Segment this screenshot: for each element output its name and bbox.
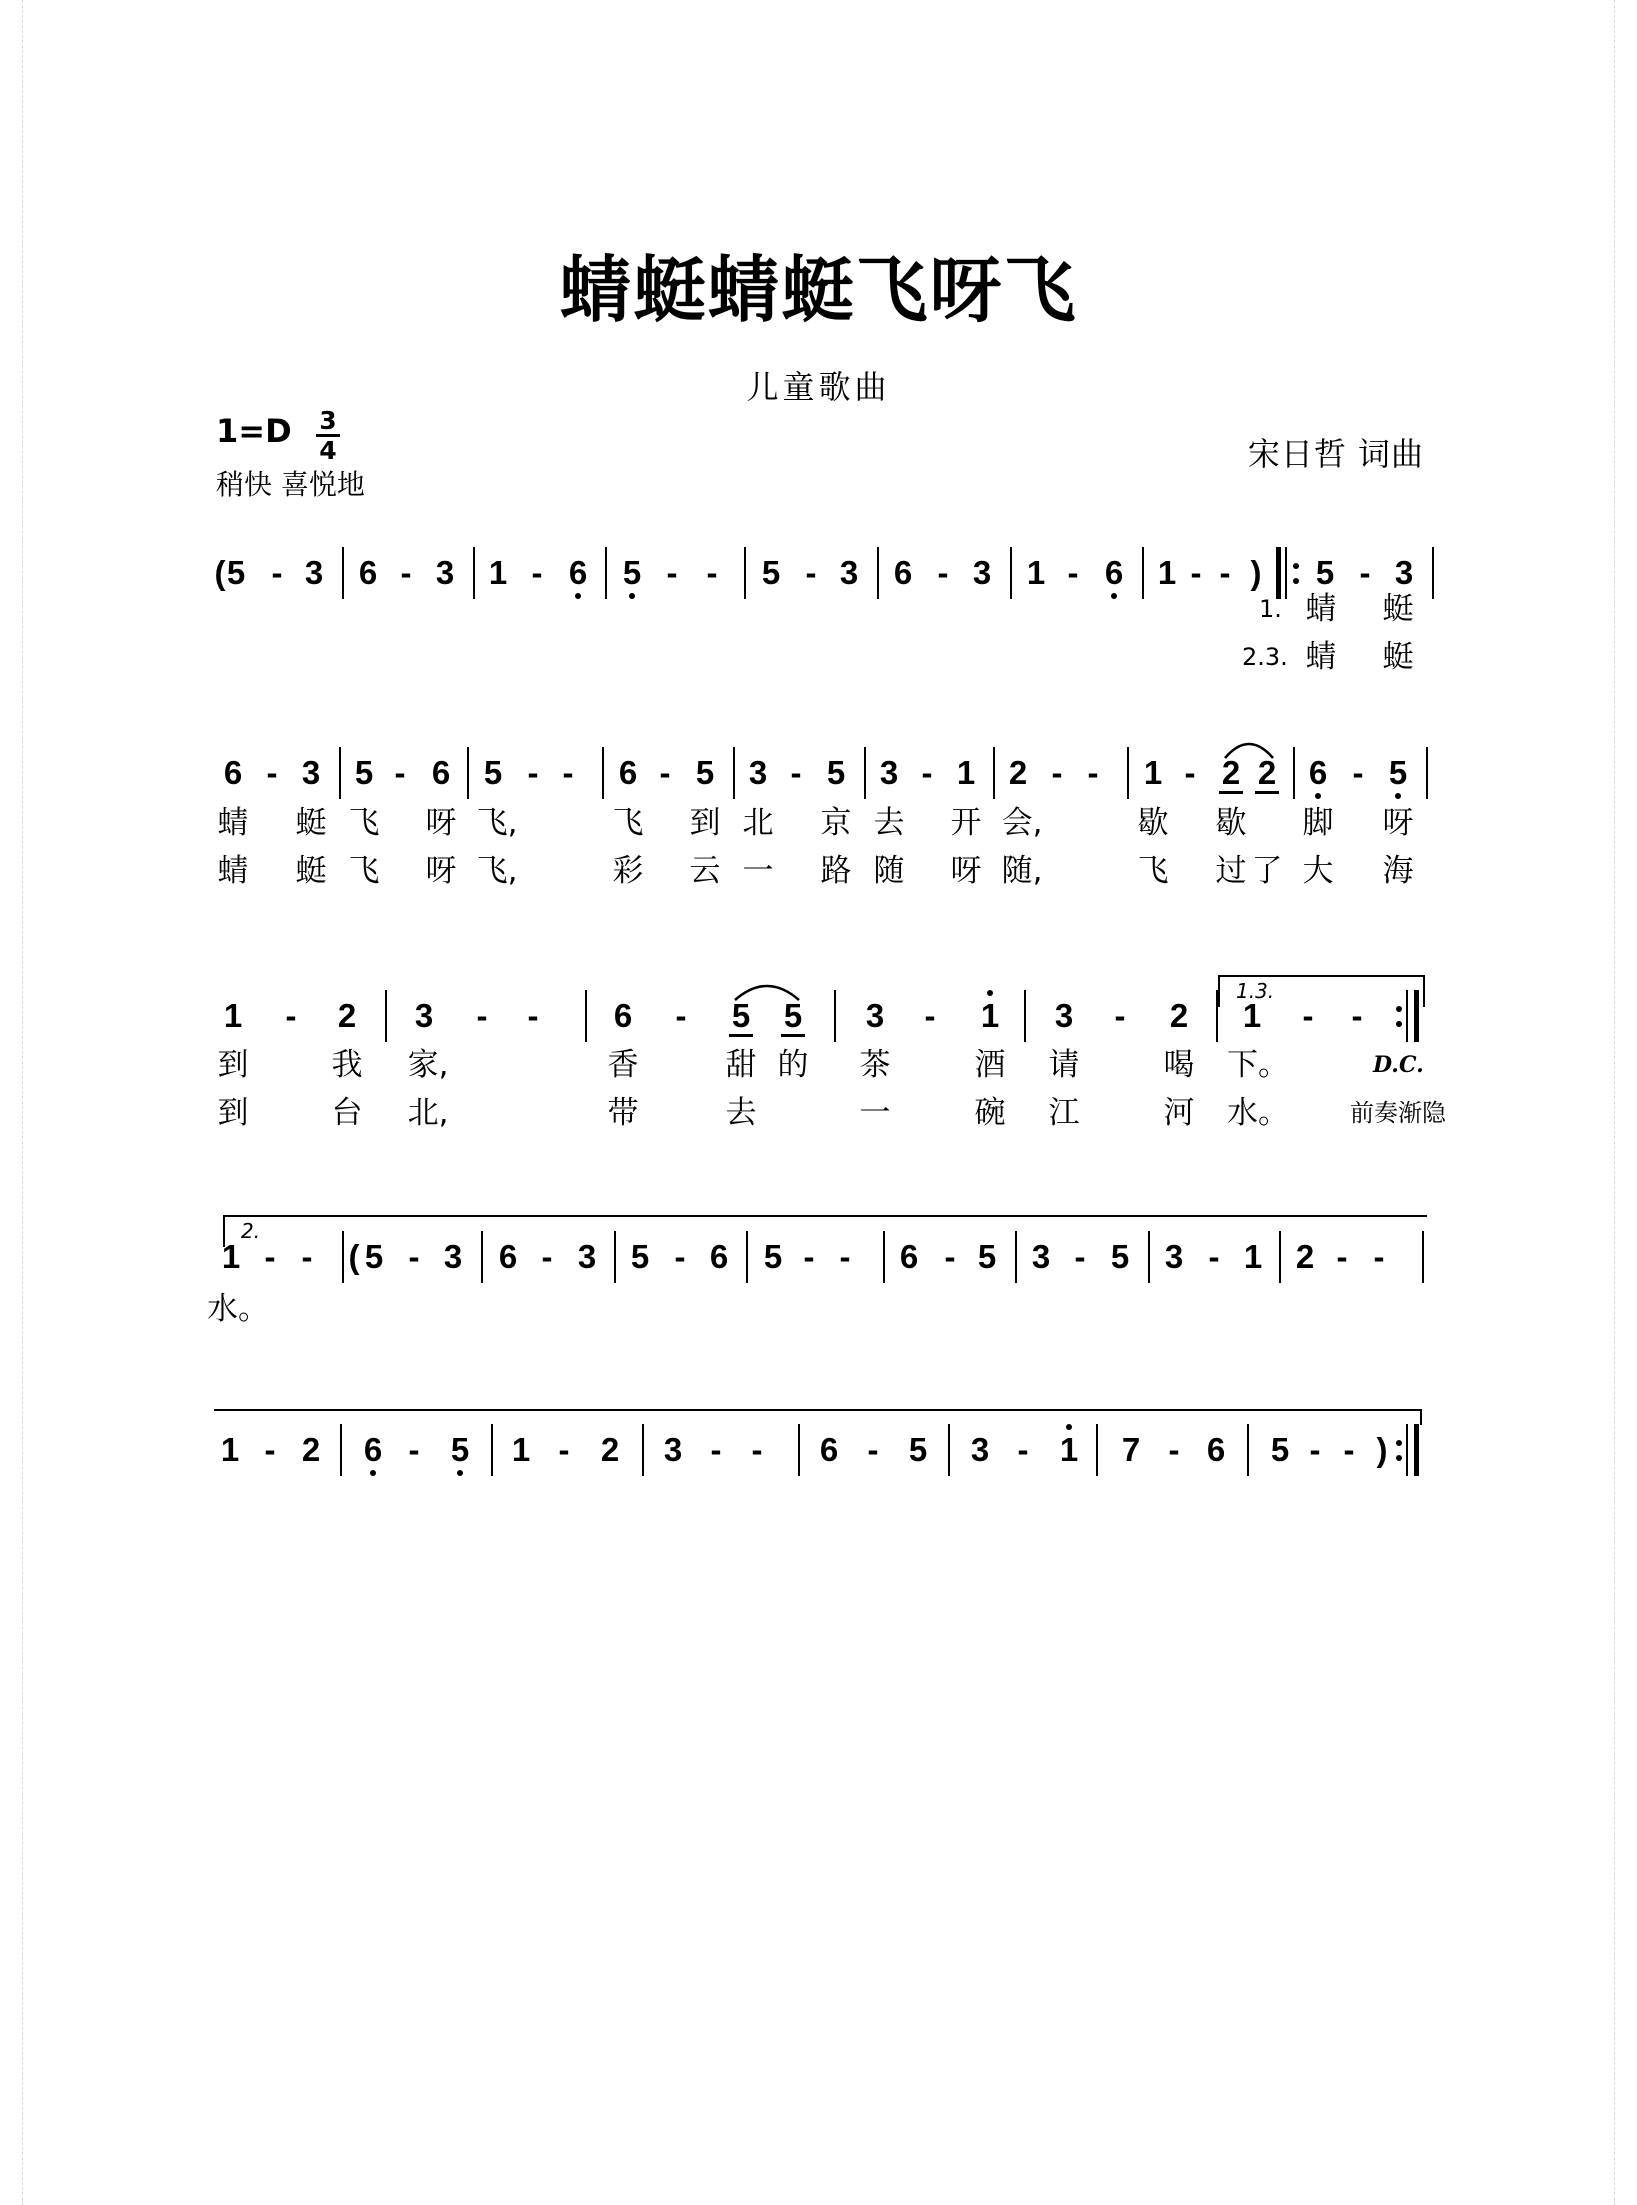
- repeat-dot: [1396, 1021, 1402, 1027]
- note: -: [674, 1238, 686, 1275]
- note: 1: [511, 1431, 531, 1468]
- octave-dot-below: [629, 593, 635, 599]
- note: 2: [1221, 754, 1241, 791]
- barline: [1426, 747, 1428, 799]
- barline: [877, 547, 879, 599]
- note: -: [659, 754, 671, 791]
- lyric-syllable: 飞: [1137, 853, 1169, 889]
- note: -: [562, 754, 574, 791]
- note: 2: [337, 997, 357, 1034]
- lyric-syllable: 江: [1048, 1095, 1080, 1131]
- note: -: [1017, 1431, 1029, 1468]
- lyric-syllable: 水。: [1227, 1095, 1289, 1131]
- note: 5: [977, 1238, 997, 1275]
- lyric-syllable: 开: [950, 805, 982, 841]
- octave-dot-below: [1395, 793, 1401, 799]
- beam-underline: [1219, 791, 1243, 794]
- lyric-syllable: 歇: [1215, 805, 1247, 841]
- note: 6: [1206, 1431, 1226, 1468]
- barline: [467, 747, 469, 799]
- note: -: [527, 754, 539, 791]
- note: 6: [899, 1238, 919, 1275]
- note: -: [408, 1431, 420, 1468]
- note: -: [1309, 1431, 1321, 1468]
- note: -: [1074, 1238, 1086, 1275]
- note: 6: [1308, 754, 1328, 791]
- lyric-syllable: 路: [820, 853, 852, 889]
- composer-credit: 宋日哲 词曲: [1247, 435, 1424, 473]
- song-title: 蜻蜓蜻蜓飞呀飞: [559, 247, 1078, 332]
- lyric-syllable: 河: [1163, 1095, 1195, 1131]
- note: -: [1067, 554, 1079, 591]
- note: 3: [748, 754, 768, 791]
- note: 3: [970, 1431, 990, 1468]
- annotation-text: 2.3.: [1242, 643, 1288, 671]
- note: 1: [223, 997, 243, 1034]
- note: 6: [618, 754, 638, 791]
- note: 3: [577, 1238, 597, 1275]
- barline: [339, 747, 341, 799]
- lyric-syllable: 香: [607, 1047, 639, 1083]
- repeat-start-thin: [1285, 547, 1287, 599]
- note: 3: [443, 1238, 463, 1275]
- note: 6: [363, 1431, 383, 1468]
- note: 5: [483, 754, 503, 791]
- note: 1: [220, 1431, 240, 1468]
- note: -: [541, 1238, 553, 1275]
- volta-number: 1.3.: [1236, 979, 1275, 1003]
- note: 3: [1031, 1238, 1051, 1275]
- barline: [1010, 547, 1012, 599]
- note: 5: [1270, 1431, 1290, 1468]
- barline: [1096, 1424, 1098, 1476]
- note: 5: [354, 754, 374, 791]
- note: 3: [1054, 997, 1074, 1034]
- repeat-end-thick: [1414, 1424, 1419, 1476]
- note: 1: [221, 1238, 241, 1275]
- note: -: [476, 997, 488, 1034]
- note: -: [301, 1238, 313, 1275]
- note: 2: [301, 1431, 321, 1468]
- note: 5: [826, 754, 846, 791]
- note: -: [666, 554, 678, 591]
- lyric-syllable: 随: [873, 853, 905, 889]
- lyric-syllable: 带: [607, 1095, 639, 1131]
- barline: [798, 1424, 800, 1476]
- note: -: [1351, 997, 1363, 1034]
- note: 1: [980, 997, 1000, 1034]
- lyric-syllable: 蜻: [1305, 591, 1337, 627]
- lyric-syllable: 蜻: [217, 853, 249, 889]
- note: -: [675, 997, 687, 1034]
- note: -: [1114, 997, 1126, 1034]
- note: 6: [893, 554, 913, 591]
- lyric-syllable: 过: [1215, 853, 1247, 889]
- repeat-start-thick: [1276, 547, 1281, 599]
- volta-bracket: [223, 1215, 1427, 1247]
- note: 1: [1242, 997, 1262, 1034]
- note: 3: [414, 997, 434, 1034]
- note: -: [400, 554, 412, 591]
- barline: [1142, 547, 1144, 599]
- lyric-syllable: 彩: [612, 853, 644, 889]
- volta-number: 2.: [241, 1219, 261, 1243]
- beam-underline: [729, 1034, 753, 1037]
- note: 3: [1394, 554, 1414, 591]
- note: -: [805, 554, 817, 591]
- lyric-syllable: 喝: [1163, 1047, 1195, 1083]
- lyric-syllable: 甜: [725, 1047, 757, 1083]
- note: 6: [498, 1238, 518, 1275]
- lyric-syllable: 酒: [974, 1047, 1006, 1083]
- note: 5: [1388, 754, 1408, 791]
- note: 5: [630, 1238, 650, 1275]
- barline: [1024, 990, 1026, 1042]
- note: -: [1219, 554, 1231, 591]
- note: 1: [488, 554, 508, 591]
- note: -: [944, 1238, 956, 1275]
- note: -: [1051, 754, 1063, 791]
- note: 3: [972, 554, 992, 591]
- note: 1: [1243, 1238, 1263, 1275]
- note: -: [285, 997, 297, 1034]
- tie-slur: [1220, 736, 1278, 760]
- note: 6: [568, 554, 588, 591]
- lyric-syllable: 到: [217, 1047, 249, 1083]
- octave-dot-below: [1111, 593, 1117, 599]
- note: 5: [226, 554, 246, 591]
- note: -: [394, 754, 406, 791]
- time-signature-bottom: 4: [319, 436, 337, 465]
- lyric-syllable: 茶: [859, 1047, 891, 1083]
- note: 2: [1257, 754, 1277, 791]
- barline: [948, 1424, 950, 1476]
- note: 5: [1315, 554, 1335, 591]
- barline: [605, 547, 607, 599]
- note: 3: [865, 997, 885, 1034]
- note: 5: [731, 997, 751, 1034]
- note: 5: [695, 754, 715, 791]
- note: -: [266, 754, 278, 791]
- key-signature: 1=D: [216, 412, 292, 450]
- note: 3: [435, 554, 455, 591]
- lyric-syllable: 飞: [348, 853, 380, 889]
- note: -: [264, 1238, 276, 1275]
- note: 3: [301, 754, 321, 791]
- note: 2: [600, 1431, 620, 1468]
- barline: [744, 547, 746, 599]
- lyric-syllable: 飞,: [476, 805, 518, 841]
- note: 6: [223, 754, 243, 791]
- octave-dot-below: [1315, 793, 1321, 799]
- time-signature: [316, 408, 340, 463]
- lyric-syllable: 一: [859, 1095, 891, 1131]
- lyric-syllable: 歇: [1137, 805, 1169, 841]
- note: 2: [1008, 754, 1028, 791]
- note: -: [839, 1238, 851, 1275]
- lyric-syllable: 京: [820, 805, 852, 841]
- note: -: [921, 754, 933, 791]
- note: -: [408, 1238, 420, 1275]
- lyric-syllable: 蜓: [1382, 639, 1414, 675]
- note: -: [1336, 1238, 1348, 1275]
- lyric-syllable: 呀: [425, 853, 457, 889]
- note: -: [1184, 754, 1196, 791]
- repeat-end-thin: [1406, 1424, 1408, 1476]
- lyric-syllable: 飞: [348, 805, 380, 841]
- barline: [602, 747, 604, 799]
- note: 1: [1026, 554, 1046, 591]
- note: 5: [763, 1238, 783, 1275]
- repeat-dot: [1293, 563, 1299, 569]
- note: -: [264, 1431, 276, 1468]
- octave-dot-below: [575, 593, 581, 599]
- lyric-syllable: 呀: [1382, 805, 1414, 841]
- note: ): [1376, 1431, 1388, 1468]
- lyric-syllable: 到: [217, 1095, 249, 1131]
- barline: [491, 1424, 493, 1476]
- barline: [733, 747, 735, 799]
- note: 6: [1104, 554, 1124, 591]
- barline: [1247, 1424, 1249, 1476]
- note: 3: [304, 554, 324, 591]
- note: 1: [1143, 754, 1163, 791]
- lyric-syllable: 蜻: [217, 805, 249, 841]
- octave-dot-below: [457, 1470, 463, 1476]
- lyric-syllable: 请: [1048, 1047, 1080, 1083]
- note: 3: [1164, 1238, 1184, 1275]
- note: 5: [622, 554, 642, 591]
- note: -: [706, 554, 718, 591]
- barline: [1127, 747, 1129, 799]
- lyric-syllable: 下。: [1227, 1047, 1289, 1083]
- note: -: [1302, 997, 1314, 1034]
- lyric-syllable: 一: [742, 853, 774, 889]
- lyric-syllable: 的: [777, 1047, 809, 1083]
- note: -: [790, 754, 802, 791]
- octave-dot-above: [987, 990, 993, 996]
- barline: [340, 1424, 342, 1476]
- note: -: [710, 1431, 722, 1468]
- note: 3: [879, 754, 899, 791]
- note: -: [751, 1431, 763, 1468]
- lyric-syllable: 飞,: [476, 853, 518, 889]
- repeat-dot: [1396, 1455, 1402, 1461]
- lyric-syllable: 会,: [1001, 805, 1043, 841]
- barline: [342, 547, 344, 599]
- note: -: [1359, 554, 1371, 591]
- note: -: [1190, 554, 1202, 591]
- repeat-dot: [1396, 1440, 1402, 1446]
- note: -: [803, 1238, 815, 1275]
- time-signature-top: 3: [319, 406, 337, 435]
- tempo-marking: 稍快 喜悦地: [216, 468, 365, 501]
- lyric-syllable: 碗: [974, 1095, 1006, 1131]
- note: 5: [783, 997, 803, 1034]
- note: -: [1168, 1431, 1180, 1468]
- note: -: [1343, 1431, 1355, 1468]
- note: 2: [1295, 1238, 1315, 1275]
- annotation-text: 前奏渐隐: [1350, 1099, 1446, 1127]
- barline: [834, 990, 836, 1042]
- note: 6: [613, 997, 633, 1034]
- song-subtitle: 儿童歌曲: [746, 368, 891, 406]
- lyric-syllable: 水。: [207, 1291, 269, 1327]
- lyric-syllable: 蜓: [295, 853, 327, 889]
- lyric-syllable: 云: [689, 853, 721, 889]
- note: (: [348, 1238, 360, 1275]
- note: 1: [1059, 1431, 1079, 1468]
- note: 5: [364, 1238, 384, 1275]
- note: 1: [956, 754, 976, 791]
- note: ): [1250, 554, 1262, 591]
- note: -: [1373, 1238, 1385, 1275]
- lyric-syllable: 北: [742, 805, 774, 841]
- lyric-syllable: 随,: [1001, 853, 1043, 889]
- note: 1: [1157, 554, 1177, 591]
- lyric-syllable: 呀: [950, 853, 982, 889]
- note: -: [867, 1431, 879, 1468]
- note: -: [924, 997, 936, 1034]
- lyric-syllable: 到: [689, 805, 721, 841]
- lyric-syllable: 了: [1251, 853, 1283, 889]
- note: 5: [908, 1431, 928, 1468]
- lyric-syllable: 大: [1302, 853, 1334, 889]
- lyric-syllable: 北,: [407, 1095, 449, 1131]
- note: -: [1352, 754, 1364, 791]
- note: 5: [1110, 1238, 1130, 1275]
- note: -: [531, 554, 543, 591]
- lyric-syllable: 蜓: [1382, 591, 1414, 627]
- note: 6: [819, 1431, 839, 1468]
- lyric-syllable: 飞: [612, 805, 644, 841]
- annotation-text: 1.: [1259, 595, 1282, 623]
- octave-dot-below: [370, 1470, 376, 1476]
- note: -: [937, 554, 949, 591]
- lyric-syllable: 去: [725, 1095, 757, 1131]
- da-capo-marking: D.C.: [1373, 1052, 1424, 1078]
- lyric-syllable: 我: [331, 1047, 363, 1083]
- lyric-syllable: 海: [1382, 853, 1414, 889]
- lyric-syllable: 蜓: [295, 805, 327, 841]
- barline: [385, 990, 387, 1042]
- barline: [1293, 747, 1295, 799]
- note: -: [1087, 754, 1099, 791]
- barline: [993, 747, 995, 799]
- note: (: [214, 554, 226, 591]
- note: 2: [1169, 997, 1189, 1034]
- volta-bracket: [214, 1409, 1422, 1425]
- note: -: [558, 1431, 570, 1468]
- tie-slur: [730, 978, 804, 1002]
- lyric-syllable: 去: [873, 805, 905, 841]
- lyric-syllable: 台: [331, 1095, 363, 1131]
- beam-underline: [1255, 791, 1279, 794]
- barline: [1432, 547, 1434, 599]
- beam-underline: [781, 1034, 805, 1037]
- barline: [473, 547, 475, 599]
- lyric-syllable: 蜻: [1305, 639, 1337, 675]
- note: 5: [761, 554, 781, 591]
- note: 3: [663, 1431, 683, 1468]
- note: 7: [1121, 1431, 1141, 1468]
- repeat-dot: [1293, 578, 1299, 584]
- note: 6: [431, 754, 451, 791]
- barline: [864, 747, 866, 799]
- lyric-syllable: 家,: [407, 1047, 449, 1083]
- note: 3: [839, 554, 859, 591]
- barline: [585, 990, 587, 1042]
- lyric-syllable: 脚: [1302, 805, 1334, 841]
- lyric-syllable: 呀: [425, 805, 457, 841]
- note: 6: [709, 1238, 729, 1275]
- barline: [642, 1424, 644, 1476]
- note: -: [527, 997, 539, 1034]
- note: 6: [358, 554, 378, 591]
- note: -: [1208, 1238, 1220, 1275]
- note: 5: [450, 1431, 470, 1468]
- note: -: [271, 554, 283, 591]
